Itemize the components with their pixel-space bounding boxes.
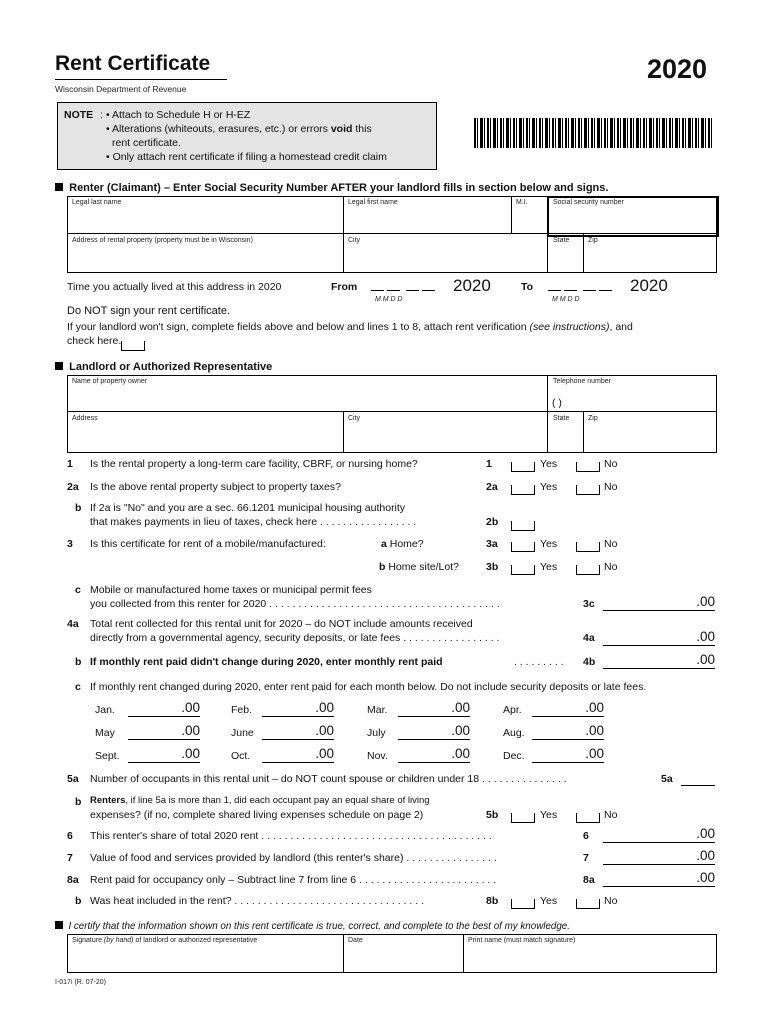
line-3c-field[interactable] — [603, 610, 715, 611]
note-bullet-1: • Attach to Schedule H or H-EZ — [106, 109, 251, 121]
line-8a-number: 8a — [67, 874, 79, 886]
to-label: To — [521, 281, 534, 293]
line-5b-yes: Yes — [540, 809, 558, 821]
line-2a-yes: Yes — [540, 481, 558, 493]
line-5a-field[interactable] — [681, 785, 715, 786]
month-feb-cents: .00 — [315, 700, 334, 715]
line-6-number: 6 — [67, 830, 73, 842]
month-sep-field[interactable] — [128, 762, 200, 763]
line-8b-no-checkbox[interactable] — [576, 899, 600, 909]
line-5b-text-2: expenses? (if no, complete shared living expenses schedule on page 2) — [90, 809, 424, 821]
month-dec-label: Dec. — [503, 750, 525, 762]
line-7-field[interactable] — [603, 864, 715, 865]
landlord-address-label: Address — [72, 415, 98, 422]
date-field[interactable] — [345, 936, 461, 970]
month-dec-field[interactable] — [532, 762, 604, 763]
line-4a-ref: 4a — [583, 632, 595, 644]
line-1-ref: 1 — [486, 458, 492, 470]
landlord-wont-sign: If your landlord won't sign, complete fields above and below and lines 1 to 8, attach rent verification (see instructions), and — [67, 321, 633, 333]
telephone-paren: ( ) — [552, 397, 562, 409]
time-lived-label: Time you actually lived at this address in 2020 — [67, 281, 282, 293]
line-4a-number: 4a — [67, 618, 79, 630]
line-4b-text: If monthly rent paid didn't change during 2020, enter monthly rent paid — [90, 656, 443, 668]
month-jul-cents: .00 — [451, 723, 470, 738]
line-2b-text-1: If 2a is "No" and you are a sec. 66.1201 municipal housing authority — [90, 502, 406, 514]
note-bullet-2: • Alterations (whiteouts, erasures, etc.) or errors void this — [106, 123, 372, 135]
line-2b-checkbox[interactable] — [511, 521, 535, 531]
line-1-yes: Yes — [540, 458, 558, 470]
line-2a-no: No — [604, 481, 618, 493]
form-id: I-017i (R. 07-20) — [55, 979, 106, 986]
line-7-ref: 7 — [583, 852, 589, 864]
line-5a-number: 5a — [67, 773, 79, 785]
ssn-label: Social security number — [553, 199, 624, 206]
month-jun-cents: .00 — [315, 723, 334, 738]
to-date-field[interactable] — [548, 282, 615, 294]
line-4b-cents: .00 — [696, 652, 715, 667]
signature-label: Signature (by hand) of landlord or authorized representative — [72, 937, 258, 944]
month-feb-label: Feb. — [231, 704, 253, 716]
barcode-image — [474, 118, 714, 148]
landlord-heading: Landlord or Authorized Representative — [55, 361, 272, 373]
form-year: 2020 — [647, 54, 708, 84]
line-6-ref: 6 — [583, 830, 589, 842]
line-2b-number: b — [75, 502, 82, 514]
line-1-number: 1 — [67, 458, 73, 470]
line-4b-ref: 4b — [583, 656, 596, 668]
check-here-label: check here. — [67, 335, 122, 347]
line-4b-number: b — [75, 656, 82, 668]
from-year: 2020 — [453, 276, 491, 295]
line-3c-number: c — [75, 584, 81, 596]
landlord-zip-label: Zip — [588, 415, 598, 422]
line-8b-yes: Yes — [540, 895, 558, 907]
legal-last-name-label: Legal last name — [72, 199, 122, 206]
line-6-field[interactable] — [603, 842, 715, 843]
line-3c-ref: 3c — [583, 598, 595, 610]
note-bullet-3: • Only attach rent certificate if filing a homestead credit claim — [106, 151, 387, 163]
rental-address-label: Address of rental property (property must be in Wisconsin) — [72, 237, 253, 244]
note-box: NOTE : • Attach to Schedule H or H-EZ • Alterations (whiteouts, erasures, etc.) or errors void this rent certificate. • Only attach rent certificate if filing a homestead credit claim — [57, 102, 437, 170]
mi-label: M.I. — [516, 199, 528, 206]
to-mmdd: M M D D — [552, 296, 580, 303]
line-2b-ref: 2b — [486, 516, 499, 528]
line-3a-no-checkbox[interactable] — [576, 542, 600, 552]
line-6-text: This renter's share of total 2020 rent . . . . . . . . . . . . . . . . . . . . . . . . . . . . . . . . . . . . . . . . — [90, 830, 492, 842]
month-apr-field[interactable] — [532, 716, 604, 717]
line-8b-yes-checkbox[interactable] — [511, 899, 535, 909]
line-5a-text: Number of occupants in this rental unit – do NOT count spouse or children under 18 . . . . . . . . . . . . . . . — [90, 773, 567, 785]
month-sep-label: Sept. — [95, 750, 120, 762]
date-label: Date — [348, 937, 363, 944]
month-mar-label: Mar. — [367, 704, 388, 716]
line-8b-number: b — [75, 895, 82, 907]
line-4c-text: If monthly rent changed during 2020, enter rent paid for each month below. Do not include security deposits or late fees. — [90, 681, 647, 693]
line-2a-no-checkbox[interactable] — [576, 485, 600, 495]
month-may-label: May — [95, 727, 115, 739]
renter-heading: Renter (Claimant) – Enter Social Security Number AFTER your landlord fills in section below and signs. — [55, 182, 608, 194]
line-2a-text: Is the above rental property subject to property taxes? — [90, 481, 341, 493]
line-3a-label: a Home? — [381, 538, 424, 550]
month-may-field[interactable] — [128, 739, 200, 740]
print-name-label: Print name (must match signature) — [468, 937, 576, 944]
month-mar-field[interactable] — [398, 716, 470, 717]
line-3a-yes: Yes — [540, 538, 558, 550]
line-7-number: 7 — [67, 852, 73, 864]
form-title: Rent Certificate — [55, 52, 211, 75]
line-8a-text: Rent paid for occupancy only – Subtract line 7 from line 6 . . . . . . . . . . . . . . . . . . . . . . . . — [90, 874, 497, 886]
signature-field[interactable] — [68, 936, 340, 970]
note-label: NOTE — [64, 109, 94, 121]
line-3a-yes-checkbox[interactable] — [511, 542, 535, 552]
from-label: From — [331, 281, 358, 293]
line-3b-yes: Yes — [540, 561, 558, 573]
month-nov-cents: .00 — [451, 746, 470, 761]
line-3b-no: No — [604, 561, 618, 573]
month-oct-field[interactable] — [262, 762, 334, 763]
line-5b-text-1: Renters, if line 5a is more than 1, did each occupant pay an equal share of living — [90, 795, 430, 806]
month-oct-label: Oct. — [231, 750, 251, 762]
line-2a-ref: 2a — [486, 481, 498, 493]
line-8b-ref: 8b — [486, 895, 499, 907]
line-4a-cents: .00 — [696, 629, 715, 644]
line-4a-text-1: Total rent collected for this rental unit for 2020 – do NOT include amounts received — [90, 618, 473, 630]
month-jan-field[interactable] — [128, 716, 200, 717]
line-3c-cents: .00 — [696, 594, 715, 609]
line-4b-dots: . . . . . . . . . — [514, 656, 564, 668]
print-name-field[interactable] — [465, 936, 713, 970]
line-4c-number: c — [75, 681, 81, 693]
month-jun-label: June — [231, 727, 254, 739]
line-1-no-checkbox[interactable] — [576, 462, 600, 472]
line-8a-field[interactable] — [603, 886, 715, 887]
line-3c-text-2: you collected from this renter for 2020 . . . . . . . . . . . . . . . . . . . . . . . . . . . . . . . . . . . . . . . . — [90, 598, 500, 610]
line-3-text: Is this certificate for rent of a mobile/manufactured: — [90, 538, 326, 550]
line-6-cents: .00 — [696, 826, 715, 841]
line-3b-ref: 3b — [486, 561, 499, 573]
month-nov-label: Nov. — [367, 750, 388, 762]
line-8a-ref: 8a — [583, 874, 595, 886]
line-3a-no: No — [604, 538, 618, 550]
month-jul-field[interactable] — [398, 739, 470, 740]
department-name: Wisconsin Department of Revenue — [55, 84, 187, 94]
line-7-text: Value of food and services provided by landlord (this renter's share) . . . . . . . . . . . . . . . . — [90, 852, 497, 864]
month-nov-field[interactable] — [398, 762, 470, 763]
month-dec-cents: .00 — [585, 746, 604, 761]
line-1-text: Is the rental property a long-term care facility, CBRF, or nursing home? — [90, 458, 418, 470]
line-4b-field[interactable] — [603, 668, 715, 669]
line-1-yes-checkbox[interactable] — [511, 462, 535, 472]
landlord-box — [67, 375, 717, 453]
renter-zip-label: Zip — [588, 237, 598, 244]
month-sep-cents: .00 — [181, 746, 200, 761]
line-2b-text-2: that makes payments in lieu of taxes, check here . . . . . . . . . . . . . . . . . — [90, 516, 417, 528]
month-jun-field[interactable] — [262, 739, 334, 740]
line-3b-no-checkbox[interactable] — [576, 565, 600, 575]
line-1-no: No — [604, 458, 618, 470]
line-5b-number: b — [75, 796, 82, 808]
month-mar-cents: .00 — [451, 700, 470, 715]
line-5b-yes-checkbox[interactable] — [511, 813, 535, 823]
do-not-sign: Do NOT sign your rent certificate. — [67, 305, 231, 317]
line-5b-no: No — [604, 809, 618, 821]
line-3c-text-1: Mobile or manufactured home taxes or municipal permit fees — [90, 584, 372, 596]
line-5b-ref: 5b — [486, 809, 499, 821]
line-8a-cents: .00 — [696, 870, 715, 885]
from-mmdd: M M D D — [375, 296, 403, 303]
legal-first-name-label: Legal first name — [348, 199, 398, 206]
line-4a-text-2: directly from a governmental agency, security deposits, or late fees . . . . . . . . . . . . . . . . . — [90, 632, 500, 644]
line-3b-yes-checkbox[interactable] — [511, 565, 535, 575]
renter-city-label: City — [348, 237, 361, 244]
line-3b-label: b Home site/Lot? — [379, 561, 459, 573]
note-bullet-2-cont: rent certificate. — [112, 137, 181, 149]
line-7-cents: .00 — [696, 848, 715, 863]
line-3-number: 3 — [67, 538, 73, 550]
month-jul-label: July — [367, 727, 386, 739]
line-4a-field[interactable] — [603, 645, 715, 646]
month-apr-label: Apr. — [503, 704, 522, 716]
month-apr-cents: .00 — [585, 700, 604, 715]
line-8b-no: No — [604, 895, 618, 907]
month-may-cents: .00 — [181, 723, 200, 738]
month-aug-cents: .00 — [585, 723, 604, 738]
landlord-city-label: City — [348, 415, 361, 422]
month-jan-cents: .00 — [181, 700, 200, 715]
month-aug-field[interactable] — [532, 739, 604, 740]
to-year: 2020 — [630, 276, 668, 295]
property-owner-label: Name of property owner — [72, 378, 148, 385]
certification-statement: I certify that the information shown on this rent certificate is true, correct, and complete to the best of my knowledge. — [55, 921, 570, 932]
renter-state-label: State — [553, 237, 570, 244]
from-date-field[interactable] — [371, 282, 438, 294]
month-aug-label: Aug. — [503, 727, 525, 739]
line-8b-text: Was heat included in the rent? . . . . . . . . . . . . . . . . . . . . . . . . . . . . . . . . . — [90, 895, 424, 907]
month-feb-field[interactable] — [262, 716, 334, 717]
month-jan-label: Jan. — [95, 704, 115, 716]
line-5a-ref: 5a — [661, 773, 673, 785]
month-oct-cents: .00 — [315, 746, 334, 761]
line-2a-number: 2a — [67, 481, 79, 493]
line-5b-no-checkbox[interactable] — [576, 813, 600, 823]
landlord-state-label: State — [553, 415, 570, 422]
line-2a-yes-checkbox[interactable] — [511, 485, 535, 495]
telephone-label: Telephone number — [553, 378, 611, 385]
check-here-checkbox[interactable] — [121, 341, 145, 351]
line-3a-ref: 3a — [486, 538, 498, 550]
